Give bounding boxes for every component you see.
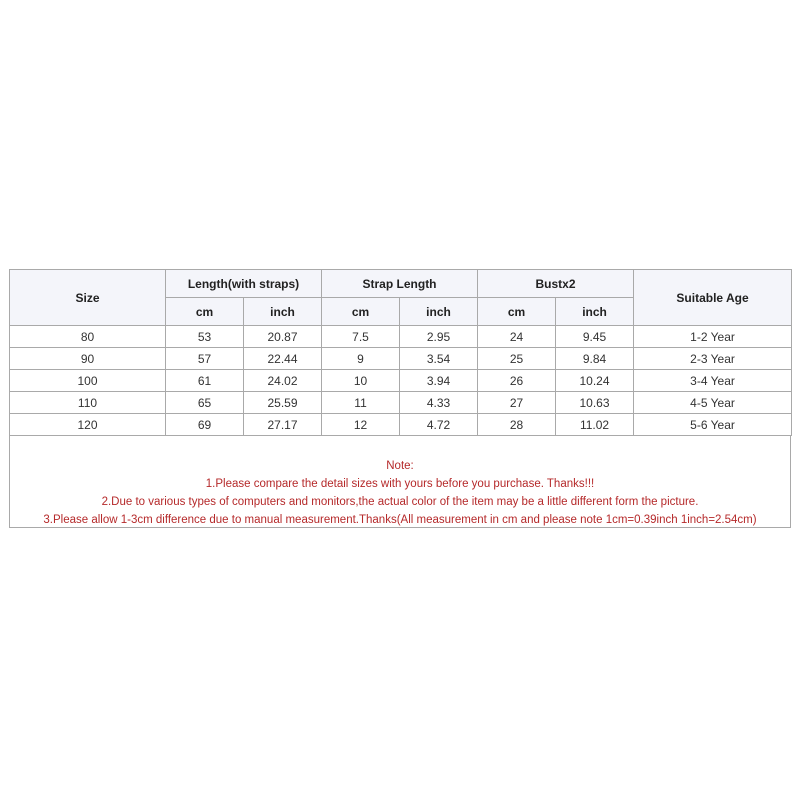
header-strap-group: Strap Length: [322, 270, 478, 298]
table-cell: 20.87: [244, 326, 322, 348]
table-cell: 10.63: [556, 392, 634, 414]
table-cell: 10.24: [556, 370, 634, 392]
table-cell: 24: [478, 326, 556, 348]
header-length-cm: cm: [166, 298, 244, 326]
note-line-1: 1.Please compare the detail sizes with yours before you purchase. Thanks!!!: [205, 478, 595, 490]
table-cell: 69: [166, 414, 244, 436]
table-row: [10, 348, 792, 370]
table-cell: 5-6 Year: [634, 414, 792, 436]
table-cell: 90: [10, 348, 166, 370]
table-cell: 4.72: [400, 414, 478, 436]
table-cell: 9: [322, 348, 400, 370]
note-line-3: 3.Please allow 1-3cm difference due to manual measurement.Thanks(All measurement in cm and please note 1cm=0.39inch 1inch=2.54cm): [43, 514, 757, 526]
header-strap-inch: inch: [400, 298, 478, 326]
table-cell: 7.5: [322, 326, 400, 348]
table-cell: 25: [478, 348, 556, 370]
size-chart: [9, 269, 791, 528]
table-cell: 3.94: [400, 370, 478, 392]
table-cell: 1-2 Year: [634, 326, 792, 348]
header-bust-inch: inch: [556, 298, 634, 326]
table-cell: 3.54: [400, 348, 478, 370]
table-cell: 10: [322, 370, 400, 392]
table-row: [10, 414, 792, 436]
header-length-inch: inch: [244, 298, 322, 326]
table-cell: 3-4 Year: [634, 370, 792, 392]
table-cell: 57: [166, 348, 244, 370]
table-cell: 12: [322, 414, 400, 436]
table-cell: 53: [166, 326, 244, 348]
table-row: [10, 370, 792, 392]
table-row: [10, 326, 792, 348]
table-cell: 61: [166, 370, 244, 392]
table-cell: 27: [478, 392, 556, 414]
header-strap-cm: cm: [322, 298, 400, 326]
table-cell: 110: [10, 392, 166, 414]
notes-box: [9, 436, 791, 528]
header-row-1: [10, 270, 792, 298]
table-cell: 9.45: [556, 326, 634, 348]
table-cell: 65: [166, 392, 244, 414]
header-length-group: Length(with straps): [166, 270, 322, 298]
table-cell: 9.84: [556, 348, 634, 370]
header-bust-group: Bustx2: [478, 270, 634, 298]
header-size: Size: [10, 270, 166, 326]
table-cell: 27.17: [244, 414, 322, 436]
table-cell: 25.59: [244, 392, 322, 414]
table-cell: 4-5 Year: [634, 392, 792, 414]
table-cell: 11.02: [556, 414, 634, 436]
notes-title: Note:: [386, 460, 414, 472]
table-cell: 2-3 Year: [634, 348, 792, 370]
header-bust-cm: cm: [478, 298, 556, 326]
table-row: [10, 392, 792, 414]
table-cell: 22.44: [244, 348, 322, 370]
table-cell: 100: [10, 370, 166, 392]
table-cell: 11: [322, 392, 400, 414]
table-cell: 120: [10, 414, 166, 436]
table-cell: 2.95: [400, 326, 478, 348]
size-table: [9, 269, 792, 436]
table-cell: 26: [478, 370, 556, 392]
note-line-2: 2.Due to various types of computers and monitors,the actual color of the item may be a little different form the picture.: [101, 496, 699, 508]
table-cell: 24.02: [244, 370, 322, 392]
table-cell: 80: [10, 326, 166, 348]
table-cell: 28: [478, 414, 556, 436]
table-cell: 4.33: [400, 392, 478, 414]
header-suitable-age: Suitable Age: [634, 270, 792, 326]
